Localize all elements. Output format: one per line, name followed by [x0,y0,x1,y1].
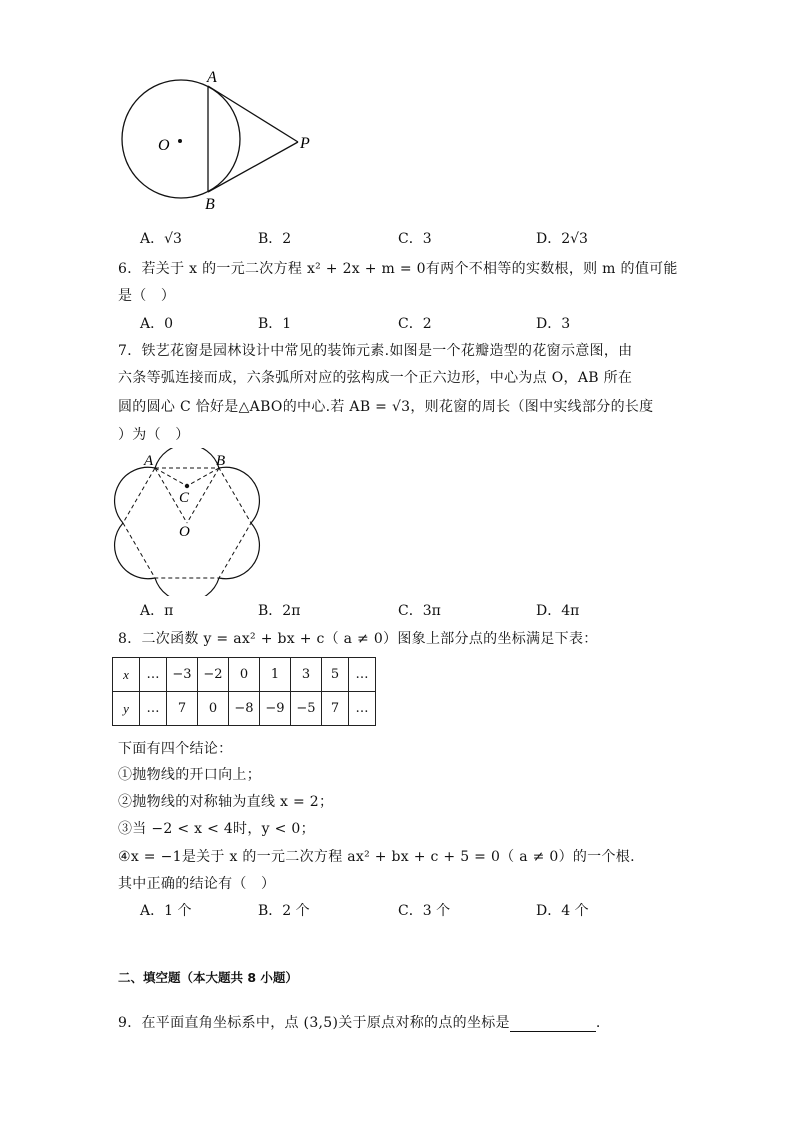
q8-option-b[interactable]: B．2 个 [258,903,310,919]
q5-option-b[interactable]: B．2 [258,231,292,247]
table-cell: −5 [291,692,322,726]
q6-option-b[interactable]: B．1 [258,316,292,332]
q9-answer-blank[interactable] [510,1017,596,1032]
table-cell: … [140,658,167,692]
q5-option-d[interactable]: D．2√3 [536,231,588,247]
circle-o [122,80,240,198]
table-cell: 7 [167,692,198,726]
table-cell: x [113,658,140,692]
table-cell: −2 [198,658,229,692]
label-b: B [205,196,215,213]
figure-flower-window [112,448,262,596]
table-cell: … [140,692,167,726]
q5-option-c[interactable]: C．3 [398,231,432,247]
tangent-pa [208,86,298,142]
q5-option-a[interactable]: A．√3 [140,231,182,247]
label-a: A [207,69,217,86]
q9-end: . [595,1015,601,1031]
q8-value-table [112,657,376,726]
q7-option-a[interactable]: A．π [140,603,174,619]
q8-intro: 下面有四个结论： [118,741,233,757]
q8-question: 其中正确的结论有（ ） [118,876,276,892]
center-dot [178,139,182,143]
label-o: O [158,137,170,154]
q7-option-b[interactable]: B．2π [258,603,301,619]
table-cell: 0 [198,692,229,726]
q8-conclusion-3: ③当 −2 < x < 4时，y < 0； [118,821,315,837]
section-title-fill-in: 二、填空题（本大题共 8 小题） [118,970,298,985]
table-cell: 5 [322,658,349,692]
q8-option-a[interactable]: A．1 个 [140,903,192,919]
q8-option-d[interactable]: D．4 个 [536,903,589,919]
q8-stem: 8．二次函数 y = ax² + bx + c（ a ≠ 0）图象上部分点的坐标满足下表： [118,631,598,647]
table-cell: … [349,658,376,692]
flower-label-c: C [179,490,190,506]
center-c-dot [185,484,189,488]
q6-option-a[interactable]: A．0 [140,316,174,332]
flower-label-b: B [216,453,226,469]
tangent-pb [208,142,298,192]
q7-stem-line2: 六条等弧连接而成，六条弧所对应的弦构成一个正六边形，中心为点 O，AB 所在 [118,370,633,386]
figure-circle-tangents [110,64,330,214]
flower-label-a: A [144,453,154,469]
table-cell: 1 [260,658,291,692]
q7-stem-line1: 7．铁艺花窗是园林设计中常见的装饰元素.如图是一个花瓣造型的花窗示意图，由 [118,343,633,359]
q8-option-c[interactable]: C．3 个 [398,903,451,919]
table-row-y [113,692,376,726]
q8-conclusion-2: ②抛物线的对称轴为直线 x = 2； [118,794,334,810]
flower-arcs [115,448,260,596]
table-cell: −9 [260,692,291,726]
q6-stem-line2: 是（ ） [118,288,176,304]
table-cell: … [349,692,376,726]
q7-stem-line3: 圆的圆心 C 恰好是△ABO的中心.若 AB = √3，则花窗的周长（图中实线部分的长度 [118,399,654,415]
q7-stem-line4: ）为（ ） [118,427,190,443]
table-cell: 0 [229,658,260,692]
label-p: P [300,135,310,152]
q6-option-c[interactable]: C．2 [398,316,432,332]
q8-conclusion-4: ④x = −1是关于 x 的一元二次方程 ax² + bx + c + 5 = 0（ a ≠ 0）的一个根. [118,849,635,865]
q8-conclusion-1: ①抛物线的开口向上； [118,767,261,783]
q6-option-d[interactable]: D．3 [536,316,571,332]
table-cell: −3 [167,658,198,692]
q7-option-c[interactable]: C．3π [398,603,441,619]
q9-text: 9．在平面直角坐标系中，点 (3,5)关于原点对称的点的坐标是 [118,1015,510,1031]
table-cell: 7 [322,692,349,726]
q6-stem-line1: 6．若关于 x 的一元二次方程 x² + 2x + m = 0有两个不相等的实数根，则 m 的值可能 [118,261,678,277]
table-row-x [113,658,376,692]
question-9 [118,1012,601,1032]
q7-option-d[interactable]: D．4π [536,603,580,619]
table-cell: −8 [229,692,260,726]
flower-label-o: O [179,524,190,540]
table-cell: 3 [291,658,322,692]
table-cell: y [113,692,140,726]
